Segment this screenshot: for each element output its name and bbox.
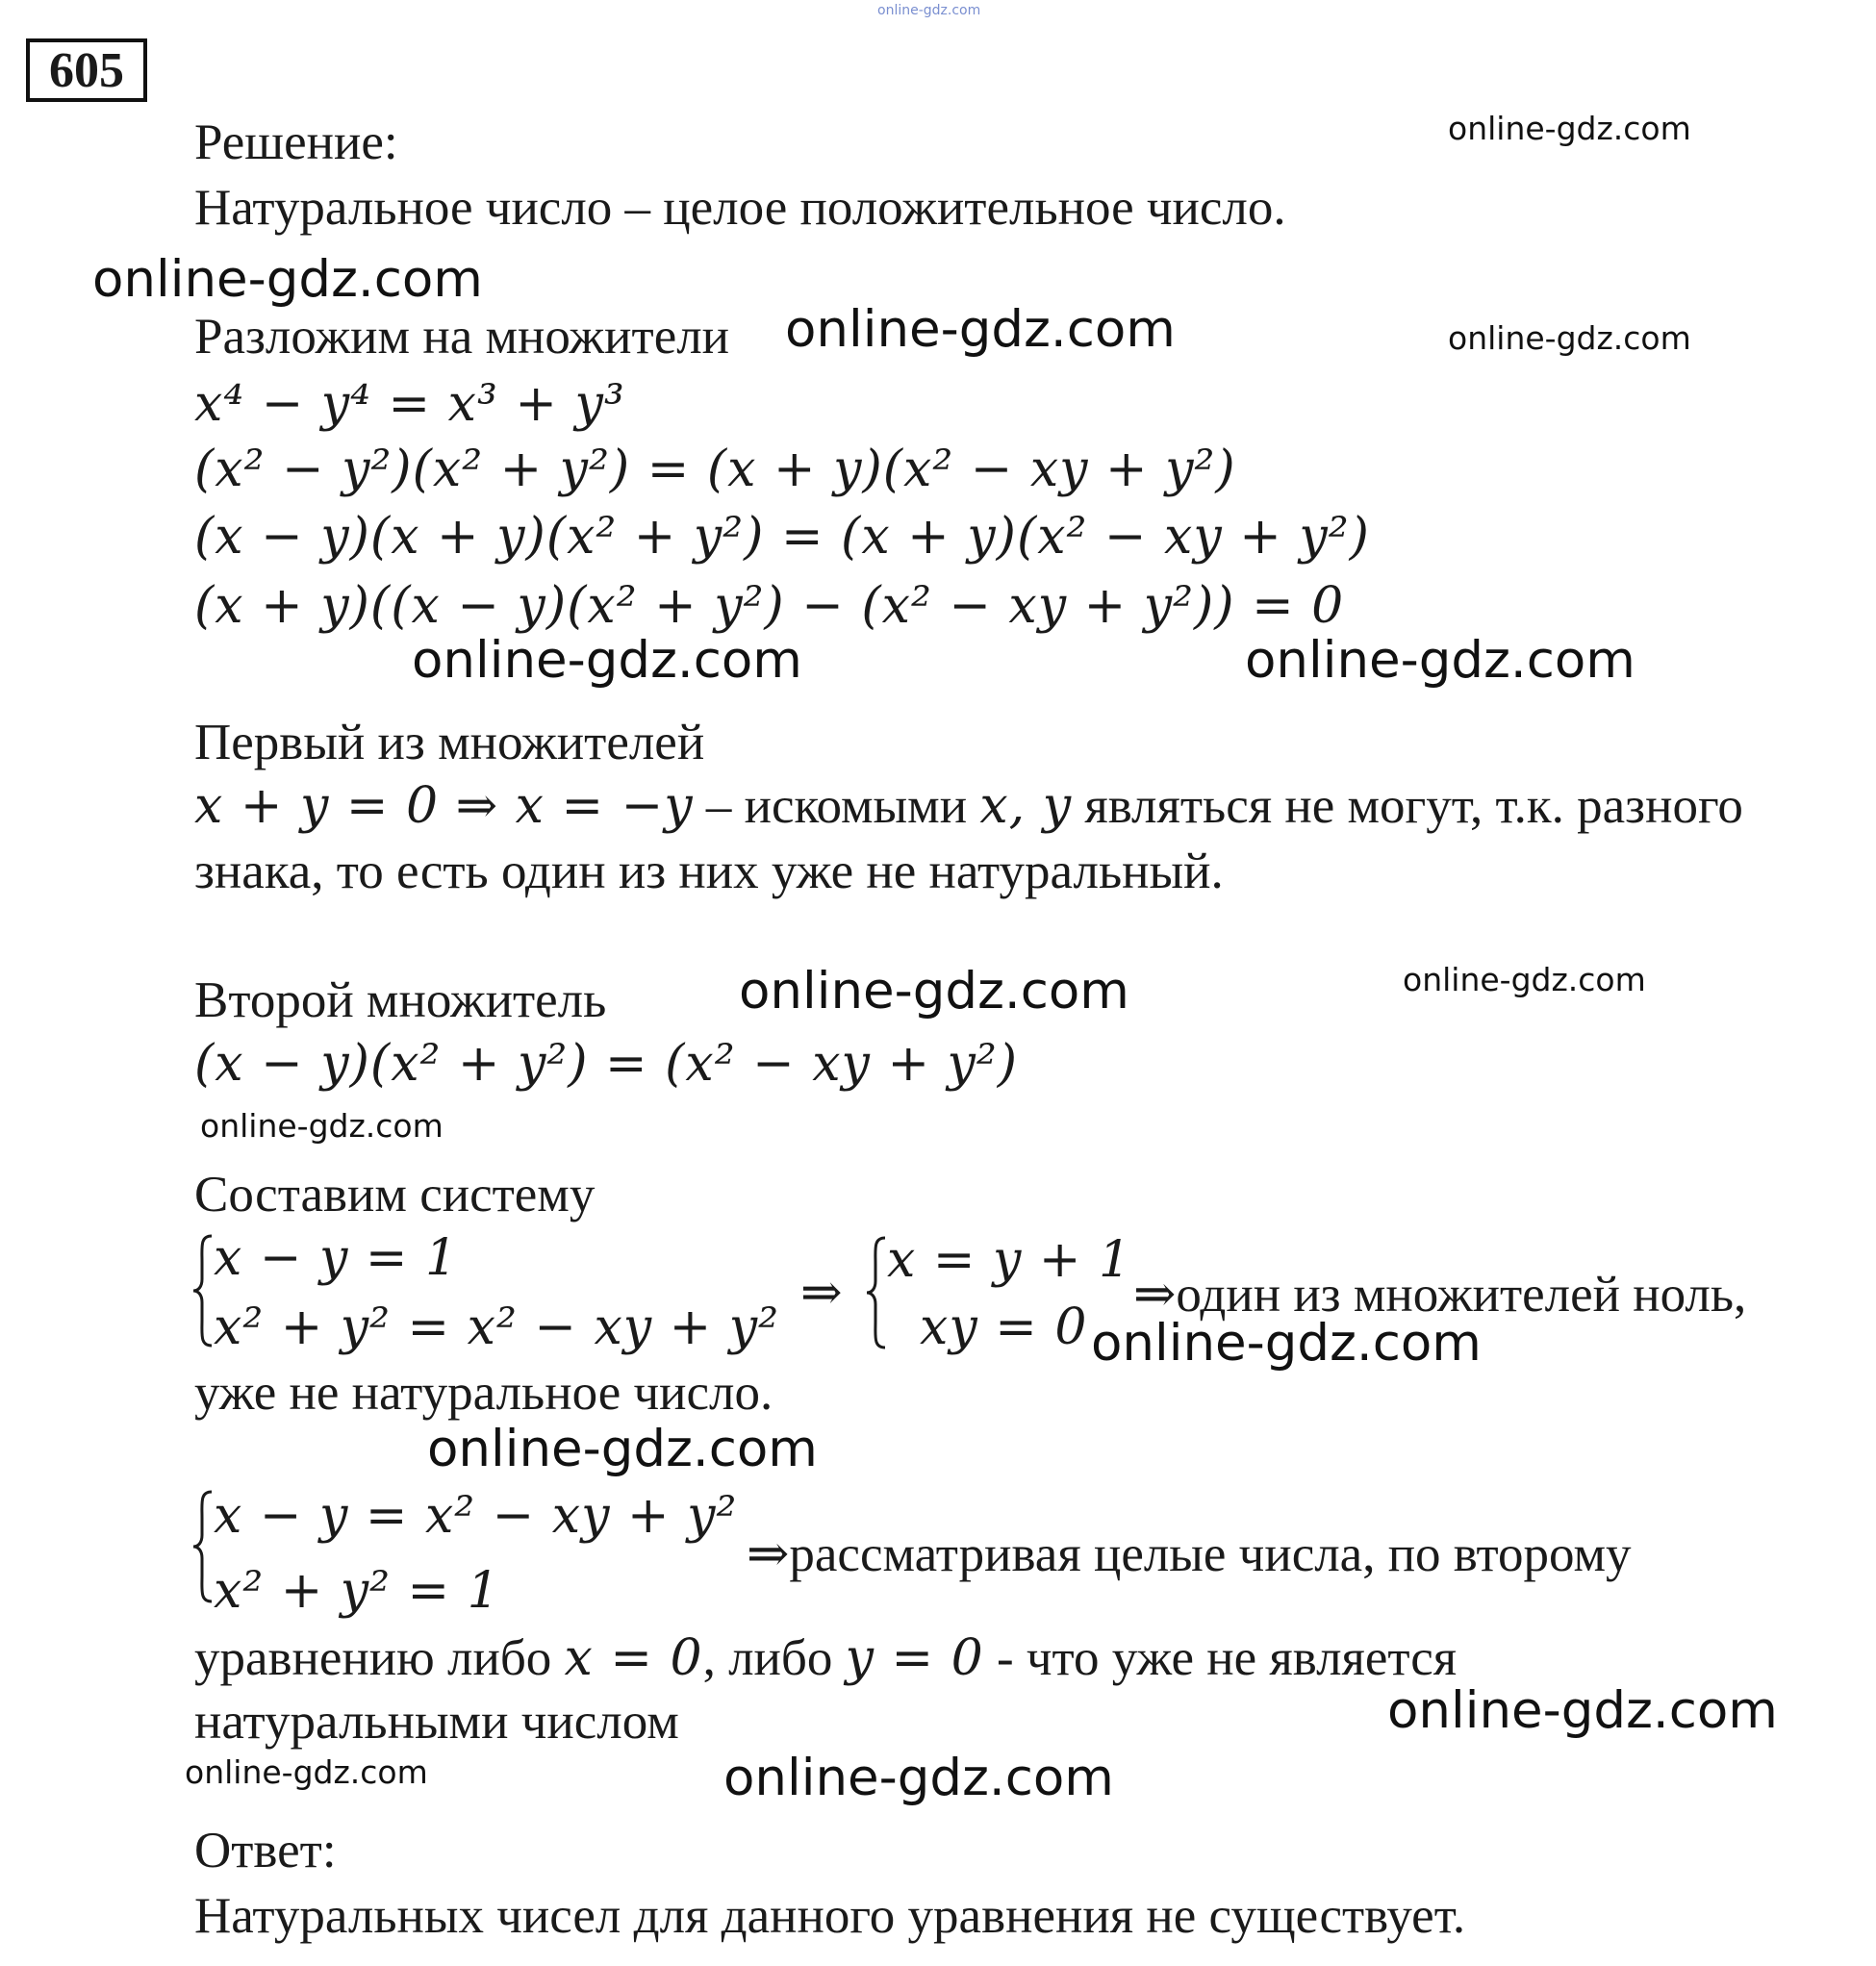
system1-result1: x = y + 1 — [887, 1231, 1132, 1289]
first-factor-title: Первый из множителей — [194, 715, 705, 770]
first-factor-equation: x + y = 0 ⇒ x = −y — [194, 777, 694, 835]
solution-heading: Решение: — [194, 114, 398, 170]
system2-eq-x: x = 0 — [564, 1629, 703, 1687]
system2-text: , либо — [702, 1630, 846, 1686]
answer-heading: Ответ: — [194, 1823, 337, 1878]
watermark: online-gdz.com — [1448, 110, 1691, 147]
system2-text: - что уже не является — [983, 1630, 1458, 1686]
system2-conclusion: ⇒рассматривая целые числа, по второму — [747, 1526, 1632, 1582]
watermark: online-gdz.com — [92, 250, 483, 309]
watermark: online-gdz.com — [200, 1107, 444, 1145]
system1-conclusion: ⇒один из множителей ноль, — [1133, 1267, 1747, 1323]
system1-result2: xy = 0 — [920, 1298, 1088, 1356]
equation-4: (x + y)((x − y)(x² + y²) − (x² − xy + y²)) = 0 — [194, 577, 1345, 635]
watermark: online-gdz.com — [427, 1420, 818, 1478]
first-factor-line — [194, 777, 1743, 835]
first-factor-text: – искомыми — [693, 778, 980, 834]
system2-line1: x − y = x² − xy + y² — [214, 1487, 738, 1545]
system2-text: уравнению либо — [194, 1630, 565, 1686]
left-brace-icon — [190, 1489, 215, 1604]
watermark: online-gdz.com — [412, 631, 802, 690]
system2-eq-y: y = 0 — [845, 1629, 984, 1687]
watermark: online-gdz.com — [1387, 1681, 1778, 1740]
definition-text: Натуральное число – целое положительное число. — [194, 180, 1286, 236]
equation-3: (x − y)(x + y)(x² + y²) = (x + y)(x² − xy + y²) — [194, 508, 1370, 566]
factor-intro: Разложим на множители — [194, 309, 730, 365]
left-brace-icon — [864, 1235, 889, 1350]
watermark: online-gdz.com — [1091, 1314, 1482, 1373]
equation-2: (x² − y²)(x² + y²) = (x + y)(x² − xy + y²) — [194, 441, 1236, 498]
first-factor-vars: x, y — [979, 777, 1073, 835]
system1-line2: x² + y² = x² − xy + y² — [214, 1298, 780, 1356]
system1-conclusion-cont: уже не натуральное число. — [194, 1365, 773, 1421]
problem-number: 605 — [26, 38, 147, 102]
first-factor-text-cont: знака, то есть один из них уже не натуральный. — [194, 844, 1224, 899]
system-intro: Составим систему — [194, 1167, 596, 1222]
left-brace-icon — [190, 1233, 215, 1348]
watermark: online-gdz.com — [1448, 319, 1691, 357]
watermark: online-gdz.com — [1245, 631, 1635, 690]
second-factor-equation: (x − y)(x² + y²) = (x² − xy + y²) — [194, 1035, 1019, 1093]
watermark: online-gdz.com — [1403, 961, 1646, 998]
equation-1: x⁴ − y⁴ = x³ + y³ — [194, 375, 625, 433]
system2-text-cont: натуральными числом — [194, 1694, 679, 1750]
implies-arrow: ⇒ — [800, 1264, 843, 1322]
watermark: online-gdz.com — [723, 1749, 1114, 1807]
system1-line1: x − y = 1 — [214, 1229, 459, 1287]
answer-text: Натуральных чисел для данного уравнения не существует. — [194, 1888, 1466, 1944]
system2-line-a — [194, 1629, 1458, 1687]
second-factor-title: Второй множитель — [194, 972, 607, 1028]
watermark: online-gdz.com — [785, 300, 1176, 359]
system2-line2: x² + y² = 1 — [214, 1562, 500, 1620]
watermark-top-tiny: online-gdz.com — [877, 3, 981, 18]
watermark: online-gdz.com — [739, 962, 1129, 1021]
first-factor-text: являться не могут, т.к. разного — [1072, 778, 1743, 834]
watermark: online-gdz.com — [185, 1753, 428, 1791]
